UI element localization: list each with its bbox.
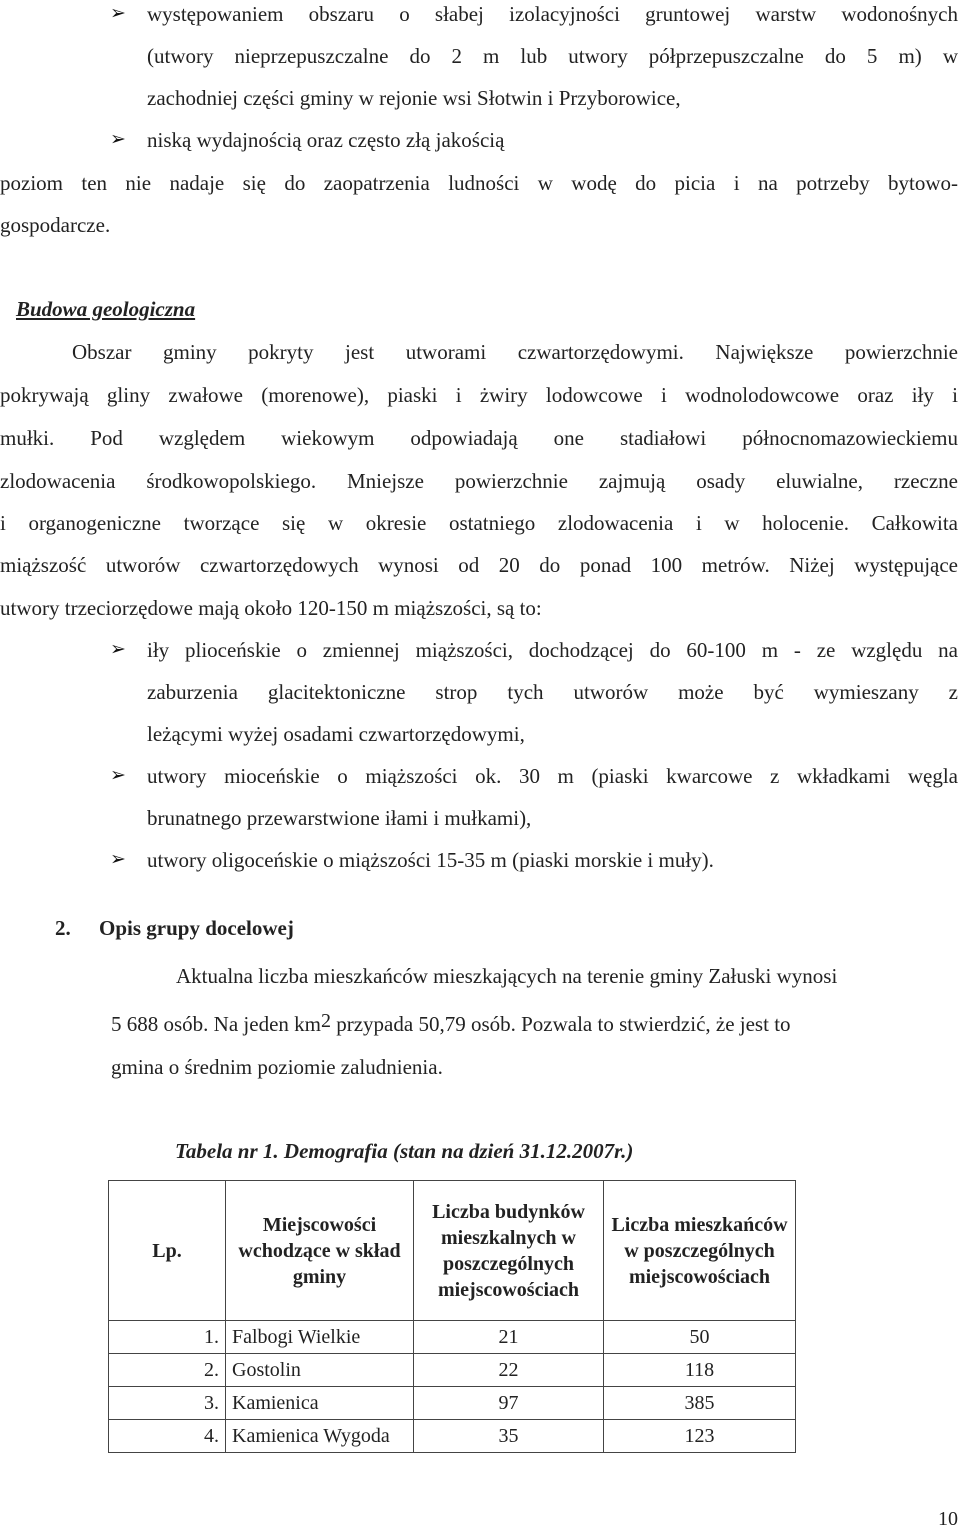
table-header-row [109, 1181, 796, 1321]
geology-paragraph-line-7: utwory trzeciorzędowe mają około 120-150 m miąższości, są to: [0, 596, 542, 620]
table-header-buildings: Liczba budynków mieszkalnych w poszczególnych miejscowościach [414, 1181, 604, 1321]
geology-bullet-2-line-2: brunatnego przewarstwione iłami i mułkami), [147, 806, 532, 830]
geology-paragraph-line-5: i organogeniczne tworzące się w okresie ostatniego zlodowacenia i w holocenie. Całkowita [0, 511, 958, 535]
intro-bullet-1-line-2: (utwory nieprzepuszczalne do 2 m lub utwory półprzepuszczalne do 5 m) w [147, 44, 958, 68]
section-2-line-1: Aktualna liczba mieszkańców mieszkających na terenie gminy Załuski wynosi [176, 964, 838, 988]
table-cell-residents: 50 [604, 1321, 796, 1354]
table-cell-residents: 118 [604, 1354, 796, 1387]
table-cell-lp: 3. [109, 1387, 226, 1420]
table-cell-residents: 385 [604, 1387, 796, 1420]
table-cell-buildings: 22 [414, 1354, 604, 1387]
section-2-number: 2. [55, 916, 71, 940]
table-cell-buildings: 97 [414, 1387, 604, 1420]
arrow-bullet-icon: ➢ [110, 129, 126, 150]
table-caption: Tabela nr 1. Demografia (stan na dzień 31.12.2007r.) [175, 1139, 634, 1163]
intro-bullet-1-line-1: występowaniem obszaru o słabej izolacyjności gruntowej warstw wodonośnych [147, 2, 958, 26]
table-row [109, 1321, 796, 1354]
table-header-residents: Liczba mieszkańców w poszczególnych miejscowościach [604, 1181, 796, 1321]
arrow-bullet-icon: ➢ [110, 849, 126, 870]
section-2-line-2-end: przypada 50,79 osób. Pozwala to stwierdzić, że jest to [330, 1012, 791, 1036]
superscript-2: 2 [320, 1010, 331, 1032]
table-cell-lp: 4. [109, 1420, 226, 1453]
geology-heading: Budowa geologiczna [16, 297, 196, 321]
page-number: 10 [938, 1508, 958, 1530]
intro-bullet-1-line-3: zachodniej części gminy w rejonie wsi Słotwin i Przyborowice, [147, 86, 681, 110]
section-2-title: Opis grupy docelowej [99, 916, 294, 940]
section-2-line-2 [111, 1012, 791, 1037]
intro-conclusion-line-2: gospodarcze. [0, 213, 111, 237]
table-cell-locality: Kamienica [226, 1387, 414, 1420]
table-cell-buildings: 21 [414, 1321, 604, 1354]
table-cell-residents: 123 [604, 1420, 796, 1453]
demography-table [108, 1180, 796, 1453]
table-cell-locality: Falbogi Wielkie [226, 1321, 414, 1354]
geology-paragraph-line-2: pokrywają gliny zwałowe (morenowe), piaski i żwiry lodowcowe i wodnolodowcowe oraz iły i [0, 383, 958, 407]
table-header-lp: Lp. [109, 1181, 226, 1321]
geology-paragraph-line-3: mułki. Pod względem wiekowym odpowiadają one stadiałowi północnomazowieckiemu [0, 426, 958, 450]
section-2-line-2-start: 5 688 osób. Na jeden km [111, 1012, 321, 1036]
intro-bullet-2-line-1: niską wydajnością oraz często złą jakością [147, 128, 505, 152]
geology-bullet-1-line-1: iły plioceńskie o zmiennej miąższości, dochodzącej do 60-100 m - ze względu na [147, 638, 958, 662]
table-cell-buildings: 35 [414, 1420, 604, 1453]
table-cell-lp: 2. [109, 1354, 226, 1387]
table-cell-locality: Kamienica Wygoda [226, 1420, 414, 1453]
table-header-localities: Miejscowości wchodzące w skład gminy [226, 1181, 414, 1321]
geology-paragraph-line-4: zlodowacenia środkowopolskiego. Mniejsze powierzchnie zajmują osady eluwialne, rzeczne [0, 469, 958, 493]
table-cell-locality: Gostolin [226, 1354, 414, 1387]
geology-bullet-2-line-1: utwory mioceńskie o miąższości ok. 30 m (piaski kwarcowe z wkładkami węgla [147, 764, 958, 788]
table-cell-lp: 1. [109, 1321, 226, 1354]
geology-paragraph-line-6: miąższość utworów czwartorzędowych wynosi od 20 do ponad 100 metrów. Niżej występujące [0, 553, 958, 577]
table-row [109, 1387, 796, 1420]
table-row [109, 1354, 796, 1387]
geology-bullet-3-line-1: utwory oligoceńskie o miąższości 15-35 m (piaski morskie i muły). [147, 848, 714, 872]
geology-paragraph-line-1: Obszar gminy pokryty jest utworami czwartorzędowymi. Największe powierzchnie [72, 340, 958, 364]
geology-bullet-1-line-3: leżącymi wyżej osadami czwartorzędowymi, [147, 722, 525, 746]
section-2-line-3: gmina o średnim poziomie zaludnienia. [111, 1055, 443, 1079]
intro-conclusion-line-1: poziom ten nie nadaje się do zaopatrzenia ludności w wodę do picia i na potrzeby bytowo- [0, 171, 958, 195]
geology-bullet-1-line-2: zaburzenia glacitektoniczne strop tych utworów może być wymieszany z [147, 680, 958, 704]
table-row [109, 1420, 796, 1453]
arrow-bullet-icon: ➢ [110, 765, 126, 786]
arrow-bullet-icon: ➢ [110, 3, 126, 24]
arrow-bullet-icon: ➢ [110, 639, 126, 660]
